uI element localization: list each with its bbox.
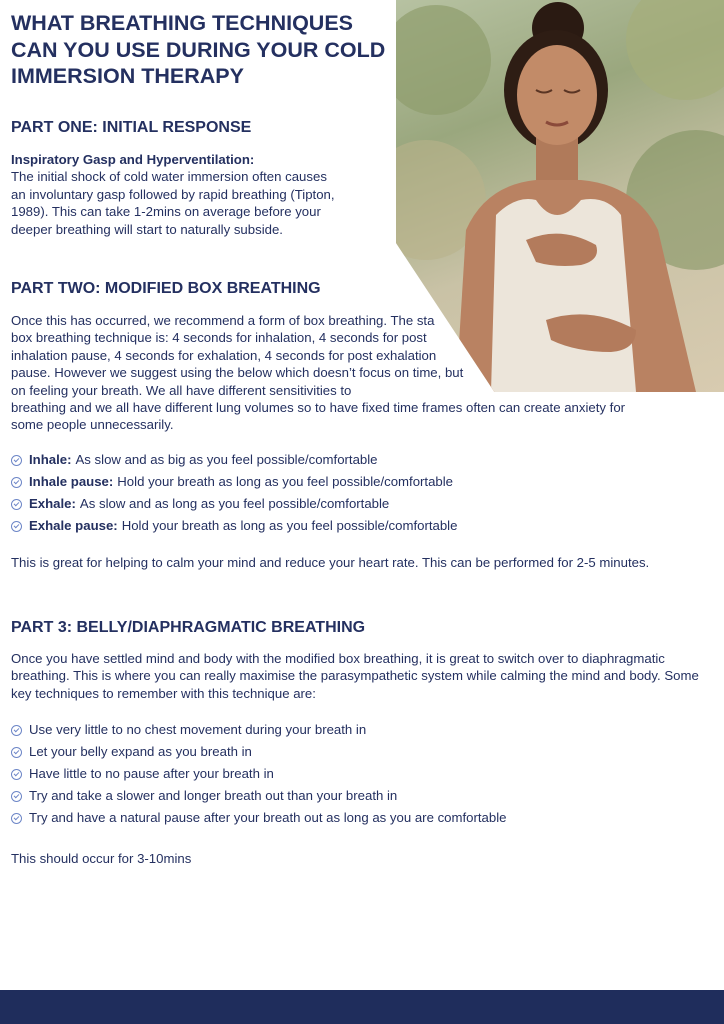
check-circle-icon bbox=[11, 791, 22, 802]
check-circle-icon bbox=[11, 769, 22, 780]
check-circle-icon bbox=[11, 477, 22, 488]
part-one-heading: PART ONE: INITIAL RESPONSE bbox=[11, 119, 252, 136]
list-item: Inhale pause: Hold your breath as long as you feel possible/comfortable bbox=[11, 471, 457, 493]
list-item: Exhale pause: Hold your breath as long as you feel possible/comfortable bbox=[11, 515, 457, 537]
list-item: Let your belly expand as you breath in bbox=[11, 741, 506, 763]
list-item: Try and have a natural pause after your breath out as long as you are comfortable bbox=[11, 807, 506, 829]
check-circle-icon bbox=[11, 747, 22, 758]
part-two-heading: PART TWO: MODIFIED BOX BREATHING bbox=[11, 280, 321, 297]
diaphragmatic-list bbox=[11, 719, 506, 829]
part-two-intro: Once this has occurred, we recommend a form of box breathing. The sta box breathing technique is: 4 seconds for inhalation, 4 seconds for post inhalation pause, 4 seconds for exhalation, 4 seconds for post exhalation pause. However we suggest using the below which doesn’t focus on time, but on feeling your breath. We all have different sensitivities to breathing and we all have different lung volumes so to have fixed time frames often can create anxiety for some people unnecessarily. bbox=[11, 313, 626, 433]
check-circle-icon bbox=[11, 813, 22, 824]
part-one-body bbox=[11, 151, 341, 238]
part-two-outro: This is great for helping to calm your mind and reduce your heart rate. This can be performed for 2-5 minutes. bbox=[11, 555, 650, 570]
list-item: Have little to no pause after your breath in bbox=[11, 763, 506, 785]
part-three-heading: PART 3: BELLY/DIAPHRAGMATIC BREATHING bbox=[11, 619, 366, 636]
box-breathing-list bbox=[11, 449, 457, 537]
check-circle-icon bbox=[11, 725, 22, 736]
part-one-text: The initial shock of cold water immersion often causes an involuntary gasp followed by rapid breathing (Tipton, 1989). This can take 1-2mins on average before your deeper breathing will start to naturally subside. bbox=[11, 169, 335, 237]
check-circle-icon bbox=[11, 499, 22, 510]
list-item: Inhale: As slow and as big as you feel possible/comfortable bbox=[11, 449, 457, 471]
list-item: Use very little to no chest movement during your breath in bbox=[11, 719, 506, 741]
footer-bar bbox=[0, 990, 724, 1024]
check-circle-icon bbox=[11, 521, 22, 532]
list-item: Try and take a slower and longer breath out than your breath in bbox=[11, 785, 506, 807]
part-three-intro: Once you have settled mind and body with the modified box breathing, it is great to switch over to diaphragmatic breathing. This is where you can really maximise the parasympathetic system while calming the mind and body. Some key techniques to remember with this technique are: bbox=[11, 651, 699, 701]
check-circle-icon bbox=[11, 455, 22, 466]
part-one-subheading: Inspiratory Gasp and Hyperventilation: bbox=[11, 152, 255, 167]
list-item: Exhale: As slow and as long as you feel possible/comfortable bbox=[11, 493, 457, 515]
page-title: WHAT BREATHING TECHNIQUES CAN YOU USE DURING YOUR COLD IMMERSION THERAPY bbox=[11, 11, 386, 88]
part-three-outro: This should occur for 3-10mins bbox=[11, 851, 192, 866]
